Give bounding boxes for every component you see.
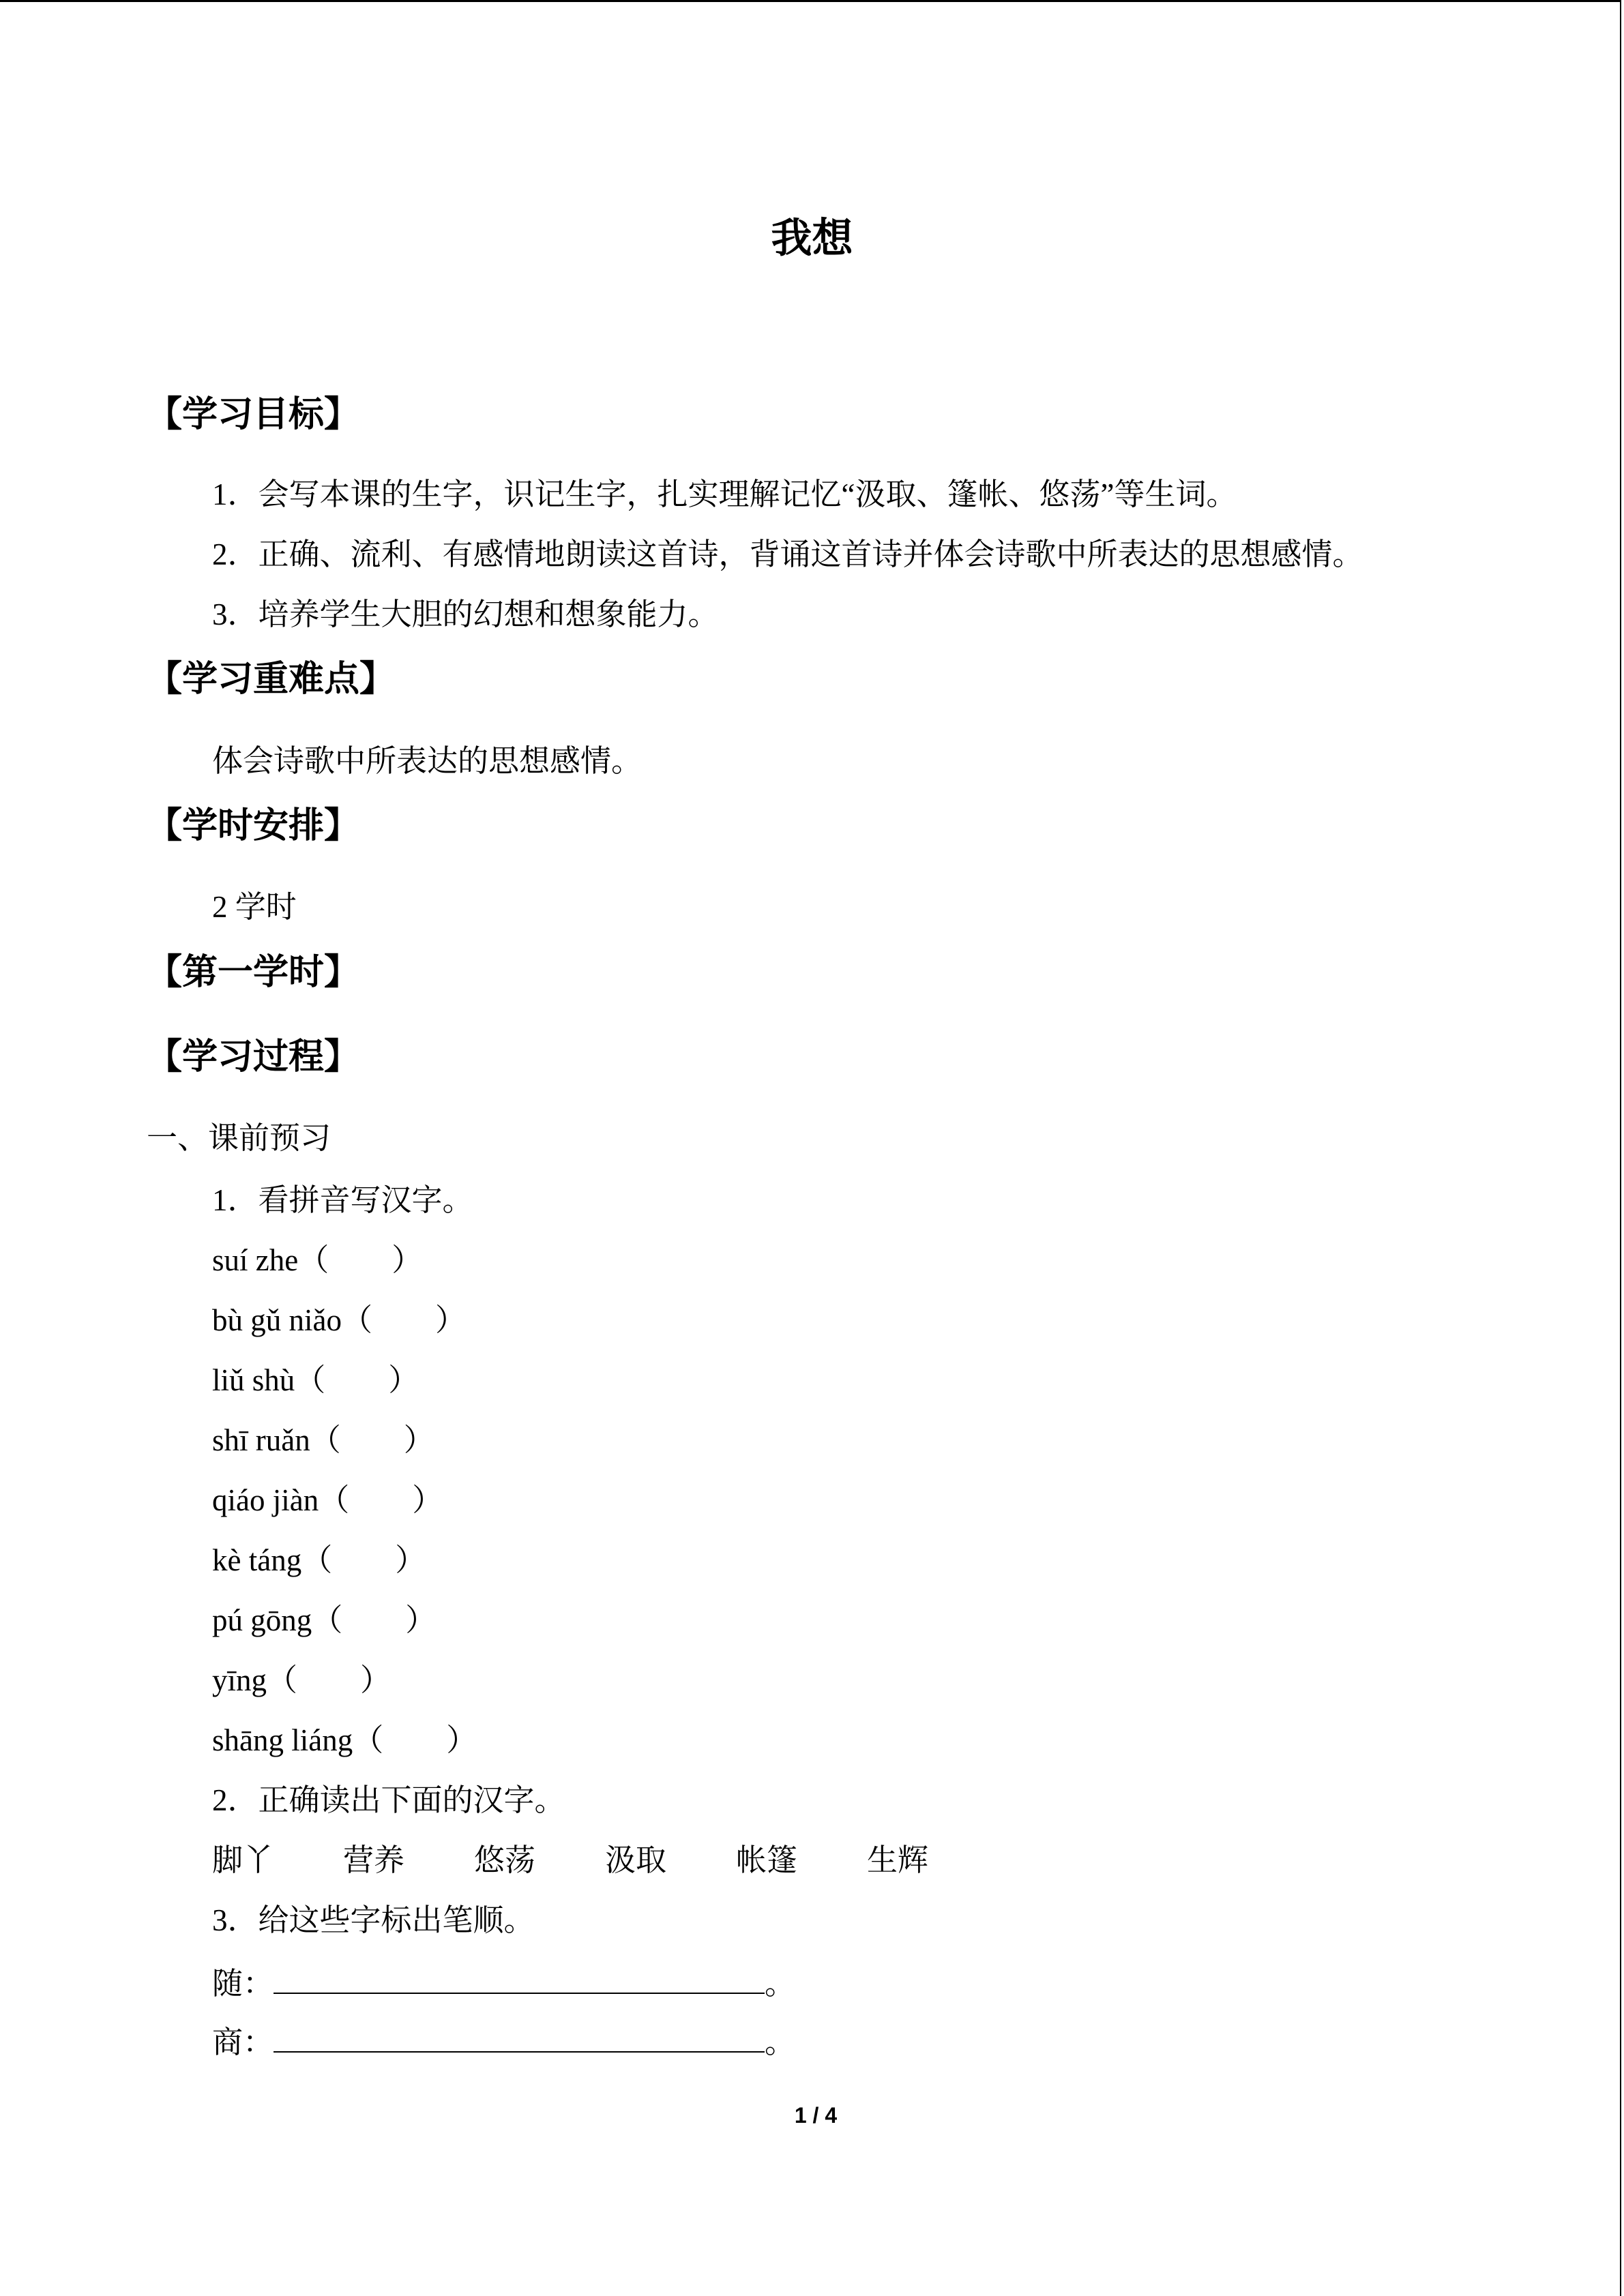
pinyin-row <box>212 1365 419 1396</box>
paren-close: ） <box>395 1543 426 1577</box>
paren-open: （ <box>267 1663 298 1697</box>
paren-open: （ <box>341 1303 372 1337</box>
schedule-text: 2 学时 <box>212 890 297 924</box>
paren-open: （ <box>319 1483 350 1517</box>
stroke-end-mark: 。 <box>765 2025 796 2059</box>
paren-close: ） <box>446 1723 477 1757</box>
word-item: 生辉 <box>867 1843 929 1877</box>
paren-open: （ <box>301 1543 333 1577</box>
pinyin-text: qiáo jiàn <box>212 1483 319 1517</box>
word-row <box>212 1845 998 1876</box>
schedule-heading: 【学时安排】 <box>147 805 360 846</box>
paren-close: ） <box>403 1423 434 1457</box>
task1-instruction: 1．看拼音写汉字。 <box>212 1183 473 1217</box>
answer-underline <box>274 1968 765 1994</box>
paren-open: （ <box>353 1723 384 1757</box>
stroke-end-mark: 。 <box>765 1967 796 2001</box>
word-item: 帐篷 <box>736 1843 798 1877</box>
pinyin-text: suí zhe <box>212 1243 299 1277</box>
paren-close: ） <box>405 1603 437 1637</box>
period-heading: 【第一学时】 <box>147 952 360 993</box>
pinyin-text: pú gōng <box>212 1603 312 1637</box>
page-title: 我想 <box>771 215 853 263</box>
pinyin-row <box>212 1305 466 1336</box>
pinyin-text: yīng <box>212 1663 267 1697</box>
word-item: 悠荡 <box>474 1843 536 1877</box>
goal-item-3: 3．培养学生大胆的幻想和想象能力。 <box>212 597 719 631</box>
stroke-order-item <box>212 1968 795 1999</box>
answer-underline <box>274 2027 765 2053</box>
paren-open: （ <box>310 1423 341 1457</box>
process-heading: 【学习过程】 <box>147 1037 360 1077</box>
pinyin-text: shāng liáng <box>212 1723 353 1757</box>
pinyin-text: bù gǔ niǎo <box>212 1303 342 1337</box>
goals-heading: 【学习目标】 <box>147 394 360 435</box>
paren-open: （ <box>298 1243 329 1277</box>
word-item: 脚丫 <box>212 1843 274 1877</box>
part1-title: 一、课前预习 <box>147 1121 331 1155</box>
word-item: 营养 <box>343 1843 405 1877</box>
paren-close: ） <box>412 1483 443 1517</box>
pinyin-text: liǔ shù <box>212 1363 295 1397</box>
task3-instruction: 3．给这些字标出笔顺。 <box>212 1903 535 1937</box>
pinyin-row <box>212 1245 422 1276</box>
word-item: 汲取 <box>605 1843 667 1877</box>
paren-close: ） <box>392 1243 423 1277</box>
paren-close: ） <box>388 1363 419 1397</box>
pinyin-row <box>212 1725 477 1756</box>
pinyin-row <box>212 1605 436 1636</box>
difficulty-heading: 【学习重难点】 <box>147 659 396 700</box>
stroke-order-item <box>212 2027 795 2058</box>
pinyin-row <box>212 1665 391 1696</box>
stroke-char-label: 商： <box>212 2025 274 2059</box>
goal-item-2: 2．正确、流利、有感情地朗读这首诗，背诵这首诗并体会诗歌中所表达的思想感情。 <box>212 537 1363 571</box>
goal-item-1: 1．会写本课的生字，识记生字，扎实理解记忆“汲取、篷帐、悠荡”等生词。 <box>212 477 1237 511</box>
page-number: 1 / 4 <box>794 2103 838 2128</box>
pinyin-text: shī ruǎn <box>212 1423 310 1457</box>
pinyin-row <box>212 1545 426 1576</box>
paren-open: （ <box>312 1603 343 1637</box>
stroke-char-label: 随： <box>212 1967 274 2001</box>
paren-close: ） <box>435 1303 467 1337</box>
paren-close: ） <box>360 1663 392 1697</box>
task2-instruction: 2．正确读出下面的汉字。 <box>212 1783 565 1817</box>
pinyin-text: kè táng <box>212 1543 302 1577</box>
pinyin-row <box>212 1425 434 1456</box>
difficulty-text: 体会诗歌中所表达的思想感情。 <box>212 744 643 778</box>
paren-open: （ <box>295 1363 326 1397</box>
pinyin-row <box>212 1485 443 1516</box>
